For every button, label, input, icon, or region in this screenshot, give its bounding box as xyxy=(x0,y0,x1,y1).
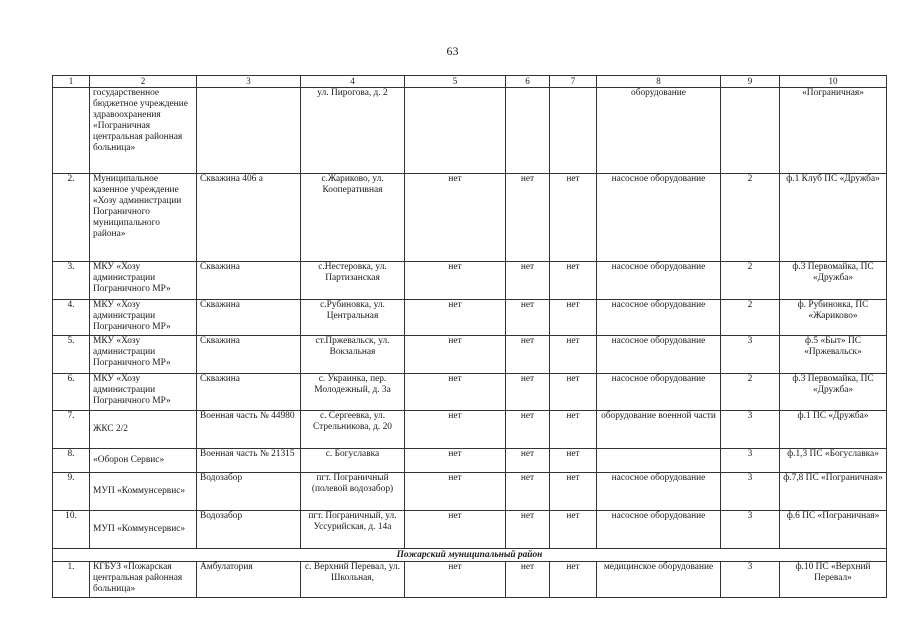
section-title: Пожарский муниципальный район xyxy=(53,549,887,562)
feeder-cell: ф.3 Первомайка, ПС «Дружба» xyxy=(780,262,887,300)
equipment-cell: оборудование военной части xyxy=(597,411,721,449)
category-cell: 2 xyxy=(721,300,780,336)
category-cell: 3 xyxy=(721,511,780,549)
organization-cell: МКУ «Хозу администрации Пограничного МР» xyxy=(90,374,197,411)
col5-cell: нет xyxy=(405,411,506,449)
col5-cell xyxy=(405,88,506,174)
table-row xyxy=(53,300,887,336)
category-cell: 2 xyxy=(721,174,780,262)
column-number: 4 xyxy=(301,76,405,88)
equipment-cell: насосное оборудование xyxy=(597,262,721,300)
col6-cell: нет xyxy=(506,336,550,374)
table-row xyxy=(53,262,887,300)
organization-cell: МКУ «Хозу администрации Пограничного МР» xyxy=(90,300,197,336)
equipment-cell: медицинское оборудование xyxy=(597,562,721,598)
col5-cell: нет xyxy=(405,374,506,411)
col7-cell: нет xyxy=(550,449,597,473)
facility-cell xyxy=(197,88,301,174)
feeder-cell: ф. Рубиновка, ПС «Жариково» xyxy=(780,300,887,336)
col5-cell: нет xyxy=(405,262,506,300)
organization-cell: КГБУЗ «Пожарская центральная районная больница» xyxy=(90,562,197,598)
page-number: 63 xyxy=(446,44,459,58)
feeder-cell: ф.6 ПС «Пограничная» xyxy=(780,511,887,549)
address-cell: пгт. Пограничный, ул. Уссурийская, д. 14а xyxy=(301,511,405,549)
col6-cell: нет xyxy=(506,262,550,300)
table-row xyxy=(53,473,887,511)
col5-cell: нет xyxy=(405,174,506,262)
col6-cell: нет xyxy=(506,511,550,549)
facility-cell: Водозабор xyxy=(197,473,301,511)
col6-cell: нет xyxy=(506,300,550,336)
address-cell: пгт. Пограничный (полевой водозабор) xyxy=(301,473,405,511)
column-number-row xyxy=(53,76,887,88)
column-number: 9 xyxy=(721,76,780,88)
category-cell: 3 xyxy=(721,449,780,473)
table-row xyxy=(53,562,887,598)
equipment-cell: насосное оборудование xyxy=(597,300,721,336)
table-row xyxy=(53,374,887,411)
category-cell: 3 xyxy=(721,562,780,598)
col7-cell: нет xyxy=(550,411,597,449)
col5-cell: нет xyxy=(405,449,506,473)
col7-cell: нет xyxy=(550,336,597,374)
row-number: 1. xyxy=(53,562,90,598)
table-row xyxy=(53,449,887,473)
col7-cell: нет xyxy=(550,174,597,262)
col7-cell: нет xyxy=(550,562,597,598)
col7-cell: нет xyxy=(550,473,597,511)
equipment-cell: насосное оборудование xyxy=(597,174,721,262)
facility-table xyxy=(52,75,887,598)
feeder-cell: ф.1 Клуб ПС «Дружба» xyxy=(780,174,887,262)
facility-cell: Скважина xyxy=(197,374,301,411)
col7-cell: нет xyxy=(550,511,597,549)
col7-cell: нет xyxy=(550,300,597,336)
address-cell: ул. Пирогова, д. 2 xyxy=(301,88,405,174)
row-number xyxy=(53,88,90,174)
feeder-cell: «Пограничная» xyxy=(780,88,887,174)
table-row xyxy=(53,411,887,449)
category-cell: 2 xyxy=(721,262,780,300)
facility-cell: Скважина 406 а xyxy=(197,174,301,262)
category-cell xyxy=(721,88,780,174)
organization-cell: Муниципальное казенное учреждение «Хозу администрации Пограничного муниципального района» xyxy=(90,174,197,262)
equipment-cell: насосное оборудование xyxy=(597,511,721,549)
facility-cell: Военная часть № 21315 xyxy=(197,449,301,473)
address-cell: с.Рубиновка, ул. Центральная xyxy=(301,300,405,336)
feeder-cell: ф.7,8 ПС «Пограничная» xyxy=(780,473,887,511)
equipment-cell xyxy=(597,449,721,473)
col6-cell: нет xyxy=(506,449,550,473)
organization-cell: государственное бюджетное учреждение здравоохранения «Пограничная центральная районная больница» xyxy=(90,88,197,174)
col6-cell: нет xyxy=(506,374,550,411)
row-number: 7. xyxy=(53,411,90,449)
column-number: 10 xyxy=(780,76,887,88)
address-cell: с. Сергеевка, ул. Стрельникова, д. 20 xyxy=(301,411,405,449)
col6-cell: нет xyxy=(506,411,550,449)
row-number: 6. xyxy=(53,374,90,411)
row-number: 4. xyxy=(53,300,90,336)
organization-cell: МУП «Коммунсервис» xyxy=(90,473,197,511)
equipment-cell: оборудование xyxy=(597,88,721,174)
column-number: 6 xyxy=(506,76,550,88)
address-cell: ст.Пржевальск, ул. Вокзальная xyxy=(301,336,405,374)
row-number: 9. xyxy=(53,473,90,511)
col7-cell xyxy=(550,88,597,174)
column-number: 3 xyxy=(197,76,301,88)
organization-cell: МУП «Коммунсервис» xyxy=(90,511,197,549)
category-cell: 3 xyxy=(721,336,780,374)
table-row xyxy=(53,174,887,262)
col5-cell: нет xyxy=(405,336,506,374)
feeder-cell: ф.1 ПС «Дружба» xyxy=(780,411,887,449)
feeder-cell: ф.10 ПС «Верхний Перевал» xyxy=(780,562,887,598)
equipment-cell: насосное оборудование xyxy=(597,336,721,374)
col5-cell: нет xyxy=(405,300,506,336)
feeder-cell: ф.1,3 ПС «Богуславка» xyxy=(780,449,887,473)
facility-cell: Скважина xyxy=(197,300,301,336)
col5-cell: нет xyxy=(405,511,506,549)
category-cell: 3 xyxy=(721,411,780,449)
row-number: 10. xyxy=(53,511,90,549)
address-cell: с.Жариково, ул. Кооперативная xyxy=(301,174,405,262)
table-row xyxy=(53,88,887,174)
facility-cell: Скважина xyxy=(197,262,301,300)
row-number: 8. xyxy=(53,449,90,473)
organization-cell: МКУ «Хозу администрации Пограничного МР» xyxy=(90,262,197,300)
table-row xyxy=(53,336,887,374)
equipment-cell: насосное оборудование xyxy=(597,473,721,511)
row-number: 2. xyxy=(53,174,90,262)
column-number: 5 xyxy=(405,76,506,88)
feeder-cell: ф.5 «Быт» ПС «Пржевальск» xyxy=(780,336,887,374)
section-row xyxy=(53,549,887,562)
equipment-cell: насосное оборудование xyxy=(597,374,721,411)
table-row xyxy=(53,511,887,549)
column-number: 2 xyxy=(90,76,197,88)
organization-cell: ЖКС 2/2 xyxy=(90,411,197,449)
address-cell: с. Украинка, пер. Молодежный, д. 3а xyxy=(301,374,405,411)
row-number: 5. xyxy=(53,336,90,374)
col6-cell: нет xyxy=(506,473,550,511)
organization-cell: «Оборон Сервис» xyxy=(90,449,197,473)
col7-cell: нет xyxy=(550,262,597,300)
col5-cell: нет xyxy=(405,473,506,511)
column-number: 7 xyxy=(550,76,597,88)
column-number: 8 xyxy=(597,76,721,88)
col5-cell: нет xyxy=(405,562,506,598)
organization-cell: МКУ «Хозу администрации Пограничного МР» xyxy=(90,336,197,374)
column-number: 1 xyxy=(53,76,90,88)
col6-cell: нет xyxy=(506,562,550,598)
address-cell: с.Нестеровка, ул. Партизанская xyxy=(301,262,405,300)
address-cell: с. Верхний Перевал, ул. Школьная, xyxy=(301,562,405,598)
facility-cell: Водозабор xyxy=(197,511,301,549)
row-number: 3. xyxy=(53,262,90,300)
address-cell: с. Богуславка xyxy=(301,449,405,473)
col7-cell: нет xyxy=(550,374,597,411)
facility-cell: Скважина xyxy=(197,336,301,374)
col6-cell: нет xyxy=(506,174,550,262)
facility-cell: Военная часть № 44980 xyxy=(197,411,301,449)
category-cell: 2 xyxy=(721,374,780,411)
facility-cell: Амбулатория xyxy=(197,562,301,598)
col6-cell xyxy=(506,88,550,174)
feeder-cell: ф.3 Первомайка, ПС «Дружба» xyxy=(780,374,887,411)
category-cell: 3 xyxy=(721,473,780,511)
